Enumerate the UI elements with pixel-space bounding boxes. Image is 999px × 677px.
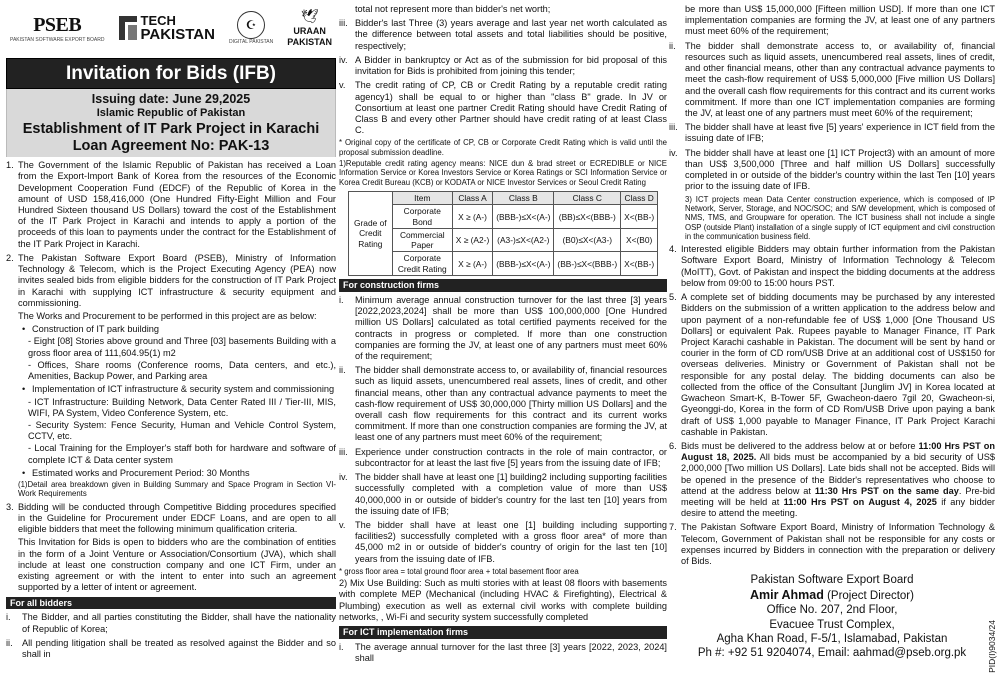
works-sub-4: - Security System: Fence Security, Human and Vehicle Control System, CCTV, etc. — [28, 419, 336, 442]
construction-iii: iii. Experience under construction contracts in the role of main contractor, or subcontractor for at least the last five [5] years from the issuing date of IFB; — [339, 446, 667, 468]
mix-use-note: 2) Mix Use Building: Such as multi stories with at least 08 floors with basements with complete MEP (Mechanical (including HVAC & Firefighting), Electrical & Plumbing) execution as well as external civil works with complete building networks, , Wi-Fi and security system successfully completed — [339, 578, 667, 622]
works-sub-2: - Offices, Share rooms (Conference rooms, Data centers, and etc.), Amenities, Backup Power, and Parking area — [28, 359, 336, 382]
table-header: Class C — [554, 192, 621, 205]
table-cell: X<(BB-) — [621, 252, 658, 276]
table-cell: X<(BB-) — [621, 205, 658, 229]
logo-strip — [6, 0, 336, 56]
ict-projects-note: 3) ICT projects mean Data Center construction experience, which is composed of IP Network, Server, Storage, and NOC/SOC; and S/W development, which is composed of NMS, TMS, and Groupware for operation. The ICT business shall not include a single OSP (outside Plant) installation of a single supply of ICT equipment and civil construction in the communication business field. — [685, 194, 995, 241]
paragraph-5: 5. A complete set of bidding documents may be purchased by any interested Bidders on the submission of a written application to the address below and upon payment of a non-refundable fee of US$ 1,000 [One Thousand US Dollars] or equivalent Pak. Rupees payable to Manager Finance, IT Park Project Karachi cashable in Pakistan. The document will be sent by hand or courier in the form of CD rom/USB Drive at an additional cost of US$150 for overseas deliveries. Ministry or Government of Pakistan shall not be responsible for any postal delay. The bidding documents can also be collected from the office of the Consultant [Junglim JV] in Korea located at Gwacheon Smart-K, B-Tower 5F, Gwacheon-daero 7gil 20, Gwacheon-si, Gyeonggi-do, Korea in the form of CD Rom/USB Drive upon paying a bank draft of US$ 1,000 payable to Manager Finance, IT Park Project Karachi cashable in Pakistan. — [669, 292, 995, 437]
table-cell: Corporate Bond — [392, 205, 452, 229]
paragraph-3: 3. Bidding will be conducted through Competitive Bidding procedures specified in the Guideline for Procurement under EDCF Loans, and are open to all eligible bidders that meet the following minimum qualification criteria. — [6, 501, 336, 535]
pseb-logo: PSEB PAKISTAN SOFTWARE EXPORT BOARD — [10, 13, 105, 44]
contact-complex: Evacuee Trust Complex, — [769, 618, 895, 631]
table-cell: X ≥ (A-) — [452, 252, 492, 276]
tech-logo-icon — [119, 16, 137, 40]
construction-v: v. The bidder shall have at least one [1] building including supporting facilities2) successfully completed with a gross floor area* of more than 45,000 m2 in or outside of bidder's country of origin for the last ten [10] years from the issuing date of IFB. — [339, 520, 667, 564]
paragraph-6: 6. Bids must be delivered to the address below at or before 11:00 Hrs PST on August 18, 2025. All bids must be accompanied by a bid security of US$ 2,000,000 [Two million US Dollars]. Late bids shall not be accepted. Bids will be opened in the presence of the Bidder's representatives who choose to attend at the address below at 11:30 Hrs PST on the same day. Pre-bid meeting will be held at 11:00 Hrs PST on August 4, 2025 if any bidder desire to attend the meeting. — [669, 440, 995, 519]
table-row — [348, 205, 657, 229]
gross-floor-area-note: * gross floor area = total ground floor area + total basement floor area — [339, 566, 579, 576]
republic-name: Islamic Republic of Pakistan — [96, 107, 246, 120]
continuation-text: be more than US$ 15,000,000 [Fifteen million USD]. If more than one ICT implementation companies are forming the JV, at least one of any partners must meet 60% of the requirement; — [685, 4, 995, 37]
paragraph-4: 4. Interested eligible Bidders may obtain further information from the Pakistan Software Export Board, Ministry of Information Technology & Telecom (MoITT), Govt. of Pakistan and inspect the bidding documents at the address below from 09:00 to 15:00 hours PST. — [669, 244, 995, 288]
table-cell: (B0)≤X<(A3-) — [554, 228, 621, 252]
criterion-iii: iii. Bidder's last Three (3) years average and last year net worth calculated as the difference between total assets and total liabilities should be positive, respectively; — [339, 18, 667, 51]
all-bidders-ii: ii. All pending litigation shall be treated as resolved against the Bidder and so shall in — [6, 637, 336, 660]
credit-rating-table — [348, 191, 658, 276]
table-cell: (A3-)≤X<(A2-) — [493, 228, 554, 252]
paragraph-7: 7. The Pakistan Software Export Board, Ministry of Information Technology & Telecom, Government of Pakistan shall not be responsible for any costs or expenses incurred by Bidders in connection with the preparation or delivery of Bids. — [669, 522, 995, 567]
table-row — [348, 228, 657, 252]
contact-phone-email: Ph #: +92 51 9204074, Email: aahmad@pseb.org.pk — [697, 647, 967, 660]
crescent-star-icon: ☪ — [237, 11, 265, 39]
ict-iii: iii. The bidder shall have at least five [5] years' experience in ICT field from the issuing date of IFB; — [669, 122, 995, 144]
project-title: Establishment of IT Park Project in Karachi — [22, 120, 320, 137]
table-cell: Commercial Paper — [392, 228, 452, 252]
ifb-header — [6, 89, 336, 157]
section-ict-firms: For ICT implementation firms — [339, 626, 667, 639]
note-original-copy: * Original copy of the certificate of CP, CB or Corporate Credit Rating which is valid until the proposal submission deadline. — [339, 138, 667, 157]
bird-icon: 🕊 — [300, 8, 319, 25]
construction-i: i. Minimum average annual construction turnover for the last three [3] years [2022,2023,2024] shall be more than US$ 100,000,000 [One Hundred million US Dollars] calculated as total certified payments received for the contracts in progress or completed. If more than one construction companies are forming the JV, at least one of any partners must meet 60% of the requirement; — [339, 294, 667, 361]
section-all-bidders: For all bidders — [6, 597, 336, 610]
contact-address: Agha Khan Road, F-5/1, Islamabad, Pakistan — [716, 633, 948, 646]
paragraph-2: 2. The Pakistan Software Export Board (PSEB), Ministry of Information Technology & Telecom, which is the Project Executing Agency (PEA) now invites sealed bids from eligible bidders for the construction of IT Park Project in Karachi with supplying ICT infrastructure & security equipment and commissioning. — [6, 252, 336, 308]
table-header-row — [348, 192, 657, 205]
tech-pakistan-logo: TECH PAKISTAN — [119, 14, 215, 42]
pid-number: PID(I)9034/24 — [986, 620, 997, 673]
table-header: Class B — [493, 192, 554, 205]
table-cell: X ≥ (A2-) — [452, 228, 492, 252]
ict-iv: iv. The bidder shall have at least one [1] ICT Project3) with an amount of more than US$ 3,500,000 [Three and half million US Dollars] successfully completed in or outside of the bidder's country within the last Ten [10] years prior to the issuing date of IFB. — [669, 147, 995, 192]
table-header: Class D — [621, 192, 658, 205]
construction-iv: iv. The bidder shall have at least one [1] building2 including supporting facilities successfully completed with a completion value of more than US$ 40,000,000 in or outside of bidder's country for the last ten [10] years from the issuing date of IFB; — [339, 472, 667, 516]
criterion-v: v. The credit rating of CP, CB or Credit Rating by a reputable credit rating agency1) shall be equal to or higher than "class B" grade. In JV or Consortium at least one partner Credit Rating should have Credit Rating of Class B and every other Partner should have credit rating of at least Class C. — [339, 80, 667, 136]
table-cell: (BB)≤X<(BBB-) — [554, 205, 621, 229]
contact-org: Pakistan Software Export Board — [750, 574, 914, 587]
construction-ii: ii. The bidder shall demonstrate access to, or availability of, financial resources such as liquid assets, unencumbered real assets, lines of credit, and other financial means, other than any contractual advance payments to meet the cash-flow requirement of US$ 30,000,000 [Thirty million US Dollars] and the overall cash flow requirements for this contract and its current works commitment. If more than one construction companies are forming the JV, at least one of any partners must meet 60% of the requirement; — [339, 365, 667, 443]
column-left — [6, 0, 336, 660]
uraan-pakistan-logo: 🕊 URAAN PAKISTAN — [287, 8, 332, 47]
section-construction-firms: For construction firms — [339, 279, 667, 292]
all-bidders-i: i. The Bidder, and all parties constituting the Bidder, shall have the nationality of Republic of Korea; — [6, 612, 336, 634]
ifb-banner: Invitation for Bids (IFB) — [6, 58, 336, 89]
works-footnote: (1)Detail area breakdown given in Building Summary and Space Program in Section VI- Work Requirements — [18, 480, 336, 499]
table-header: Item — [392, 192, 452, 205]
table-side-label: Grade of Credit Rating — [348, 192, 392, 276]
paragraph-1: 1. The Government of the Islamic Republic of Pakistan has received a Loan from the Export-Import Bank of Korea from the resources of the Economic Development Cooperation Fund (EDCF) of the Republic of Korea in the amount of USD 158,416,000 (One Hundred Fifty-Eight Million and Four Hundred Sixteen thousand US Dollars) toward the cost of the Establishment of the IT Park Project in Karachi and intends to apply a portion of the proceeds of this loan to payments under the contract for the Establishment of the IT Park Project in Karachi. — [6, 160, 336, 249]
contact-person: Amir Ahmad (Project Director) — [750, 587, 914, 602]
contact-office: Office No. 207, 2nd Floor, — [766, 604, 898, 617]
note-rating-agencies: 1)Reputable credit rating agency means: NICE dun & brad street or ECREDIBLE or NICE Information Service or Korea Investors Service or Korea Ratings or SCI Information Service or Korea Credit Bureau (KCB) or KODATA or NICE Investor Services or Seoul Credit Rating — [339, 159, 667, 187]
issuing-date: Issuing date: June 29,2025 — [91, 92, 251, 107]
table-cell: (BB-)≤X<(BBB-) — [554, 252, 621, 276]
table-cell: X<(B0) — [621, 228, 658, 252]
table-row — [348, 252, 657, 276]
contact-block — [669, 573, 995, 661]
paragraph-3b: This Invitation for Bids is open to bidders who are the combination of entities in the form of a Joint Venture or Association/Consortium (JVA), which shall include at least one construction company and one ICT Firm, under an existing agreement or with the intent to enter into such an agreement supported by a letter of intent or agreement. — [18, 537, 336, 593]
works-bullet-2: • Implementation of ICT infrastructure & security system and commissioning — [22, 384, 335, 395]
table-header: Class A — [452, 192, 492, 205]
table-cell: Corporate Credit Rating — [392, 252, 452, 276]
ict-i: i. The average annual turnover for the last three [3] years [2022, 2023, 2024] shall — [339, 642, 667, 664]
column-right — [669, 4, 995, 661]
works-bullet-1: • Construction of IT park building — [22, 324, 159, 335]
column-middle — [339, 4, 667, 665]
works-bullet-3: • Estimated works and Procurement Period: 30 Months — [22, 467, 250, 478]
criterion-iv: iv. A Bidder in bankruptcy or Act as of the submission for bid proposal of this invitation for Bids is prohibited from joining this tender; — [339, 54, 667, 77]
works-sub-1: - Eight [08] Stories above ground and Three [03] basements Building with a gross floor area of 111,604.95(1) m2 — [28, 336, 336, 358]
table-cell: (BBB-)≤X<(A-) — [493, 252, 554, 276]
table-cell: (BBB-)≤X<(A-) — [493, 205, 554, 229]
works-sub-3: - ICT Infrastructure: Building Network, Data Center Rated III / Tier-III, MIS, WIFI, PA System, Video Conference System, etc. — [28, 396, 336, 418]
government-emblem: ☪ DIGITAL PAKISTAN — [229, 11, 273, 45]
works-sub-5: - Local Training for the Employer's staff both for hardware and software of complete ICT & Data center system — [28, 443, 336, 465]
table-cell: X ≥ (A-) — [452, 205, 492, 229]
loan-agreement: Loan Agreement No: PAK-13 — [72, 137, 270, 154]
continuation-text: total not represent more than bidder's net worth; — [355, 4, 551, 14]
works-intro: The Works and Procurement to be performed in this project are as below: — [18, 311, 317, 322]
ict-ii: ii. The bidder shall demonstrate access to, or availability of, financial resources such as liquid assets, unencumbered real assets, lines of credit, and other financial means, other than any contractual advance payments to meet the cash-flow requirement of US$ 5,000,000 [Five million US Dollars] and the overall cash flow requirements for this contract and its current works commitment. If more than one ICT implementation companies are forming the JV, at least one of any partners must meet 60% of the requirement; — [669, 40, 995, 118]
